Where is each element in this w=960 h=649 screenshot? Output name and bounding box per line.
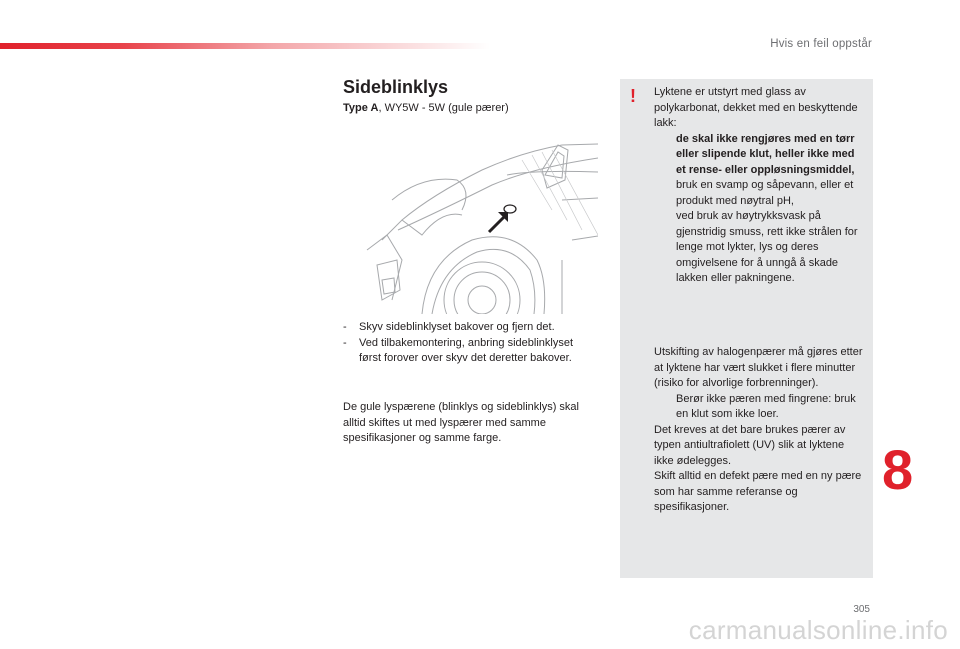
type-spec: , WY5W - 5W (gule pærer) [378, 102, 509, 114]
bulb-color-note: De gule lyspærene (blinklys og sideblinklys) skal alltid skiftes ut med lyspærer med samme spesifikasjoner og samme farge. [343, 401, 579, 444]
warning-text [654, 85, 864, 287]
info-paragraph: Skift alltid en defekt pære med en ny pære som har samme referanse og spesifikasjoner. [654, 470, 862, 513]
warning-intro: Lyktene er utstyrt med glass av polykarbonat, dekket med en beskyttende lakk: [654, 86, 858, 129]
section-title: Sideblinklys [343, 77, 449, 97]
header-accent-bar [0, 43, 490, 49]
watermark: carmanualsonline.info [688, 615, 948, 645]
chapter-title: Hvis en feil oppstår [770, 38, 872, 50]
chapter-number: 8 [882, 438, 914, 501]
info-intro: Utskifting av halogenpærer må gjøres etter at lyktene har vært slukket i flere minutter (risiko for alvorlige forbrenninger). [654, 346, 863, 389]
warning-exclamation-icon: ! [630, 86, 636, 106]
list-item [343, 336, 593, 367]
bulb-type-line [343, 102, 509, 114]
page-number: 305 [853, 604, 870, 615]
list-item [654, 132, 864, 179]
list-item [654, 178, 864, 209]
info-paragraph: Det kreves at det bare brukes pærer av typen antiultrafiolett (UV) slik at lyktene ikke ødelegges. [654, 423, 846, 467]
warning-item-text: bruk en svamp og såpevann, eller et produkt med nøytral pH, [676, 179, 854, 207]
list-item [654, 209, 864, 287]
step-dash: - [343, 321, 347, 333]
side-indicator-illustration [362, 140, 598, 314]
list-item [654, 392, 864, 423]
info-item-text: Berør ikke pæren med fingrene: bruk en klut som ikke loer. [676, 392, 856, 420]
step-text: Skyv sideblinklyset bakover og fjern det. [359, 321, 555, 333]
warning-item-text: ved bruk av høytrykksvask på gjenstridig smuss, rett ikke strålen for lenge mot lykter, lys og deres omgivelsene for å unngå å skade lakken eller pakningene. [676, 210, 858, 284]
list-item [343, 320, 593, 336]
step-text: Ved tilbakemontering, anbring sideblinklyset først forover over skyv det deretter bakover. [359, 336, 574, 364]
step-dash: - [343, 336, 347, 349]
info-text [654, 345, 864, 516]
type-label: Type A [343, 102, 379, 114]
instruction-steps [343, 320, 593, 367]
warning-item-text: de skal ikke rengjøres med en tørr eller slipende klut, heller ikke med et rense- eller oppløsningsmiddel, [676, 132, 855, 176]
